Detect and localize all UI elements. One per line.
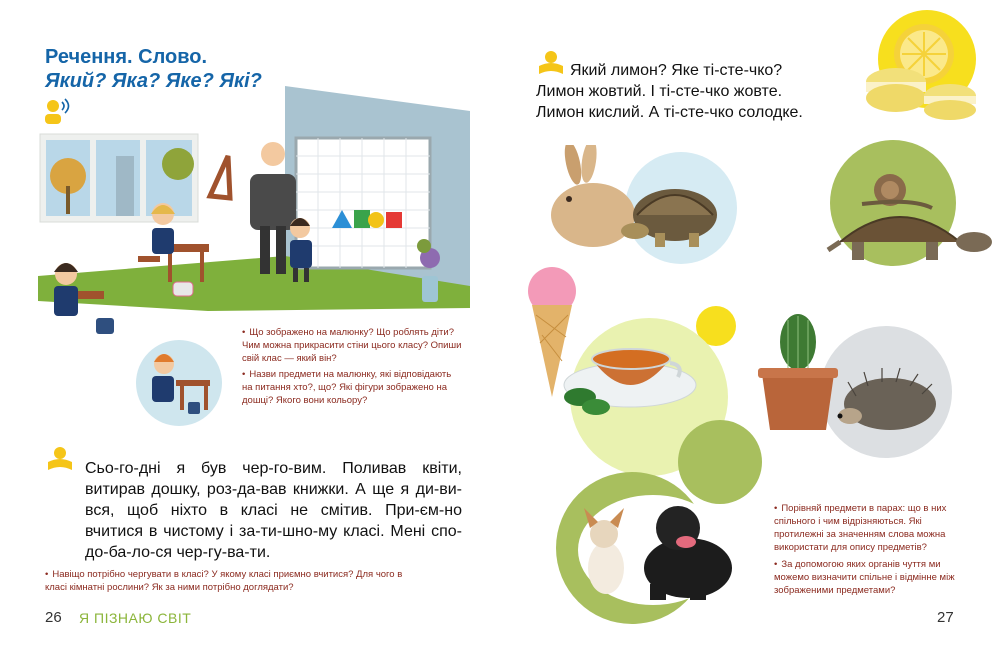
page-number-left: 26	[45, 609, 62, 626]
intro-line: Лимон кислий. А ті-сте-чко солодке.	[536, 104, 803, 121]
page-subtitle: Який? Яка? Яке? Які?	[45, 70, 262, 92]
reading-icon	[46, 446, 74, 472]
icecream-tea-image	[522, 265, 702, 435]
page-title: Речення. Слово.	[45, 46, 208, 68]
questions-top	[242, 326, 464, 407]
questions-bottom: • Навіщо потрібно чергувати в класі? У якому класі приємно вчитися? Для чого в класі кімнатні рослини? Як за ними потрібно доглядати?	[45, 569, 403, 593]
question-item: • Що зображено на малюнку? Що роблять діти? Чим можна прикрасити стіни цього класу? Опиши свій клас — який він?	[242, 327, 462, 364]
cactus-hedgehog-image	[756, 312, 946, 436]
question-item: • Порівняй предмети в парах: що в них спільного і чим відрізняються. Які протилежні за значенням слова можна використати для опису предметів?	[774, 503, 947, 553]
intro-line: Який лимон? Яке ті-сте-чко?	[570, 62, 783, 79]
intro-text	[536, 60, 803, 123]
rabbit-turtle-image	[545, 145, 725, 265]
lemon-macaron-image	[862, 20, 982, 124]
page-number-right: 27	[937, 609, 954, 626]
question-item: • За допомогою яких органів чуття ми можемо визначити спільне і відмінне між зображеними предметами?	[774, 559, 955, 596]
snail-turtle-image	[822, 170, 1000, 274]
intro-line: Лимон жовтий. І ті-сте-чко жовте.	[536, 83, 783, 100]
footer-section-name: Я ПІЗНАЮ СВІТ	[79, 610, 192, 626]
classroom-illustration	[38, 86, 470, 356]
story-text: Сьо-го-дні я був чер-го-вим. Поливав квіти, витирав дошку, роз-да-вав книжки. А ще я ди-ви-вся, щоб ніхто в класі не смітив. При-єм-но вчитися в чистому і за-ти-шно-му класі. Мені спо-до-ба-ло-ся чер-гу-ва-ти.	[85, 460, 462, 561]
boy-at-desk-illustration	[142, 344, 222, 424]
question-item: • Назви предмети на малюнку, які відповідають на питання хто?, що? Які фігури зображено на дошці? Якого вони кольору?	[242, 369, 452, 406]
dogs-image	[578, 488, 744, 606]
questions-right	[774, 502, 956, 597]
